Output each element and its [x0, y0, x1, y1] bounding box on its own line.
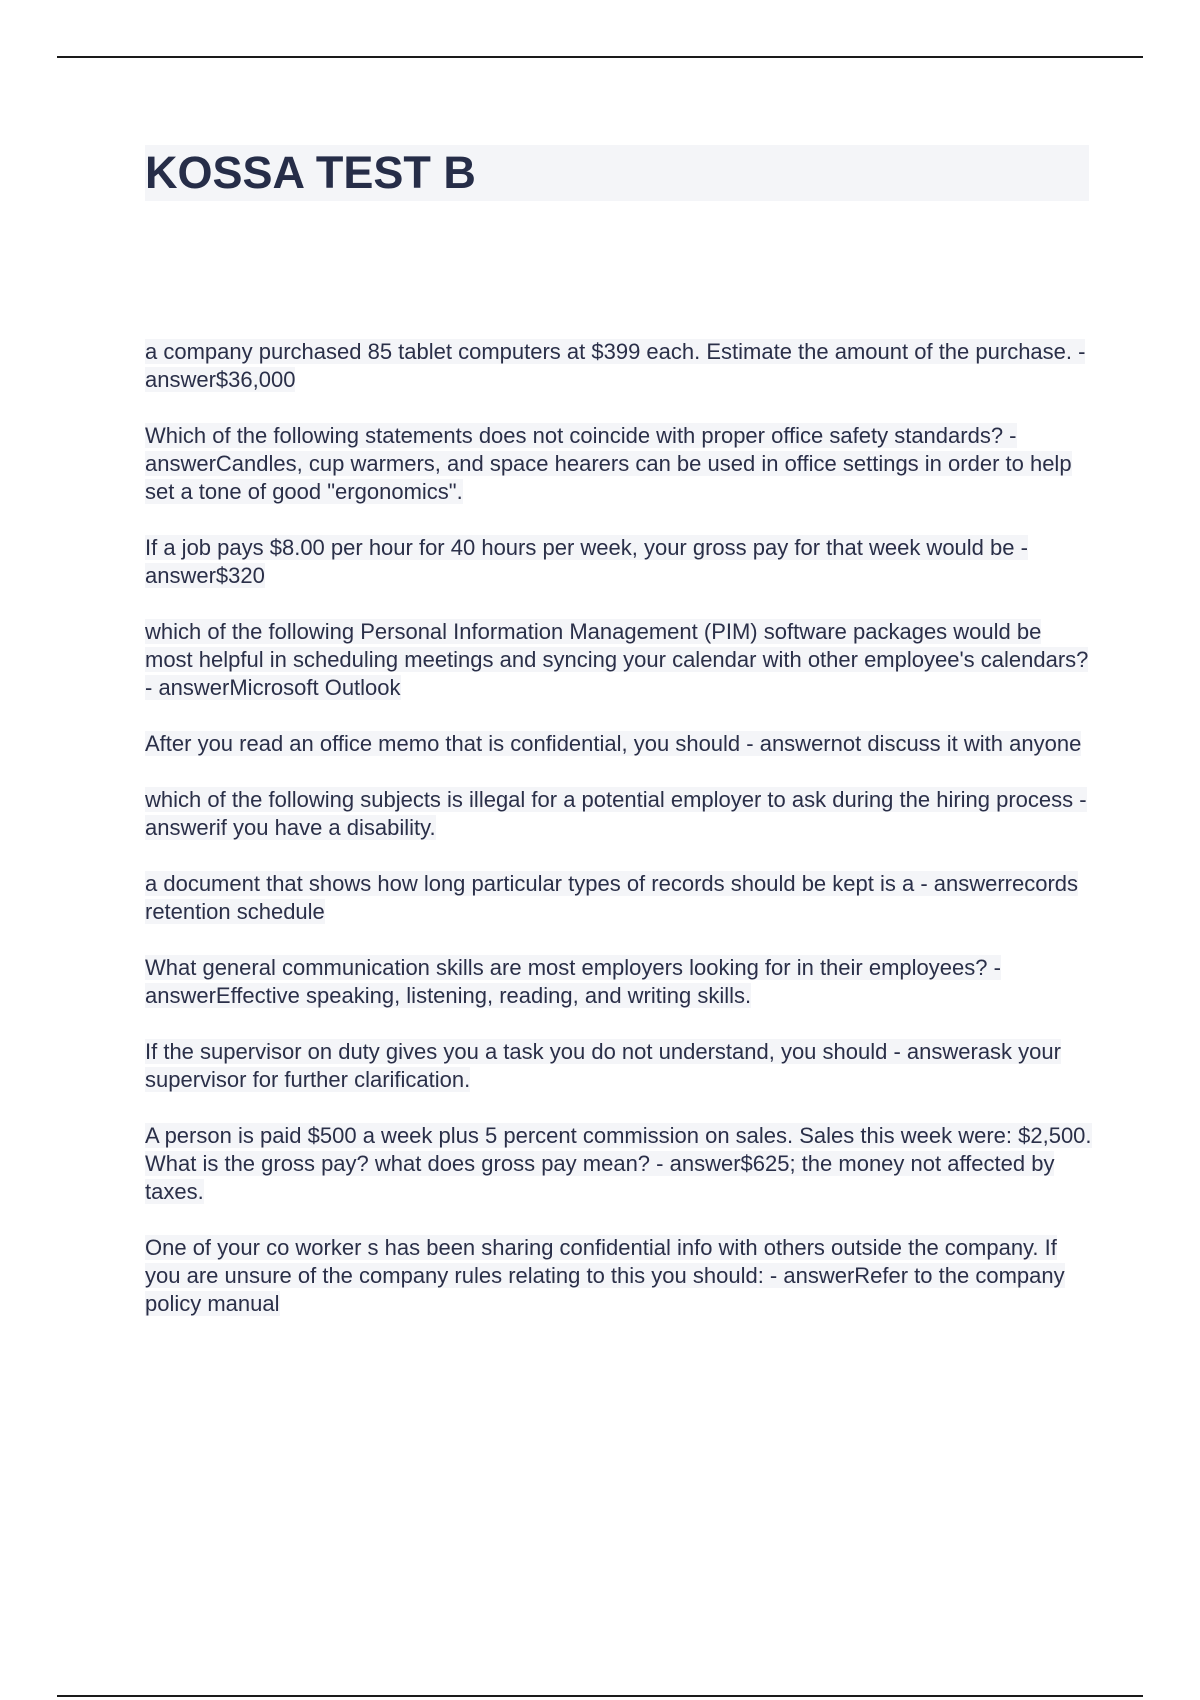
qa-item — [145, 1038, 1095, 1094]
header-rule — [57, 56, 1143, 58]
qa-item-text: which of the following Personal Information Management (PIM) software packages would be most helpful in scheduling meetings and syncing your calendar with other employee's calendars? - answerMicrosoft Outlook — [145, 619, 1089, 700]
qa-item — [145, 730, 1095, 758]
qa-item — [145, 422, 1095, 506]
qa-item — [145, 870, 1095, 926]
qa-item-text: What general communication skills are most employers looking for in their employees? - answerEffective speaking, listening, reading, and writing skills. — [145, 955, 1001, 1008]
qa-item — [145, 534, 1095, 590]
qa-list — [145, 338, 1095, 1346]
footer-rule — [57, 1695, 1143, 1697]
document-title: KOSSA TEST B — [145, 147, 476, 198]
qa-item-text: Which of the following statements does not coincide with proper office safety standards? - answerCandles, cup warmers, and space hearers can be used in office settings in order to help set a tone of good "ergonomics". — [145, 423, 1072, 504]
qa-item — [145, 1234, 1095, 1318]
qa-item-text: If the supervisor on duty gives you a task you do not understand, you should - answerask your supervisor for further clarification. — [145, 1039, 1061, 1092]
qa-item-text: a company purchased 85 tablet computers at $399 each. Estimate the amount of the purchase. - answer$36,000 — [145, 339, 1086, 392]
qa-item — [145, 618, 1095, 702]
qa-item-text: One of your co worker s has been sharing confidential info with others outside the company. If you are unsure of the company rules relating to this you should: - answerRefer to the company policy manual — [145, 1235, 1065, 1316]
qa-item-text: which of the following subjects is illegal for a potential employer to ask during the hiring process - answerif you have a disability. — [145, 787, 1087, 840]
qa-item-text: a document that shows how long particular types of records should be kept is a - answerrecords retention schedule — [145, 871, 1079, 924]
qa-item — [145, 786, 1095, 842]
qa-item — [145, 954, 1095, 1010]
qa-item — [145, 1122, 1095, 1206]
qa-item — [145, 338, 1095, 394]
qa-item-text: After you read an office memo that is confidential, you should - answernot discuss it with anyone — [145, 731, 1082, 756]
title-banner — [145, 145, 1089, 201]
qa-item-text: A person is paid $500 a week plus 5 percent commission on sales. Sales this week were: $2,500. What is the gross pay? what does gross pay mean? - answer$625; the money not affected by taxes. — [145, 1123, 1092, 1204]
qa-item-text: If a job pays $8.00 per hour for 40 hours per week, your gross pay for that week would be - answer$320 — [145, 535, 1028, 588]
